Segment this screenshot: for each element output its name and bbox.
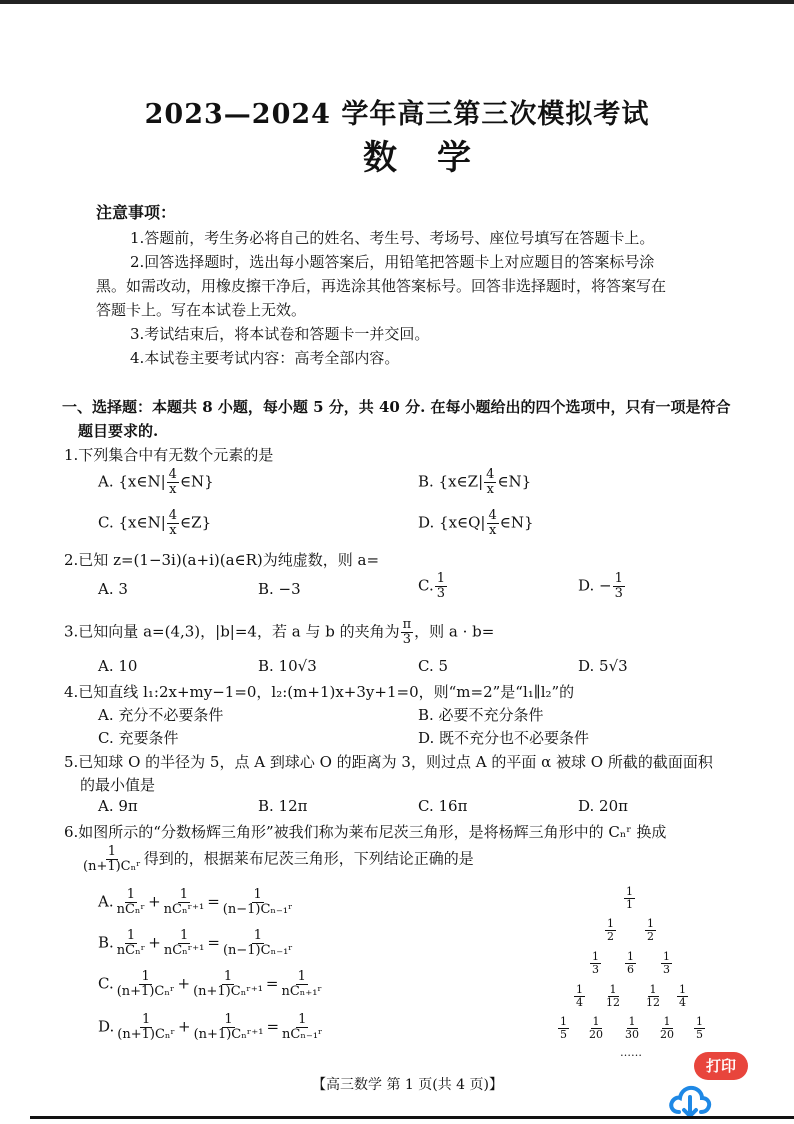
q4-option-c: C. 充要条件 xyxy=(98,729,179,747)
triangle-cell-r4-c4: $\frac{1}{4}$ xyxy=(679,983,686,1009)
q1-option-a: A. {x∈N| $\frac{4}{x}$ ∈N} xyxy=(98,467,214,497)
triangle-cell-r1-c1: $\frac{1}{1}$ xyxy=(626,885,633,911)
page-footer: 【高三数学 第 1 页(共 4 页)】 xyxy=(312,1077,503,1093)
exam-title: 2023—2024 学年高三第三次模拟考试 xyxy=(144,99,650,130)
triangle-cell-r5-c2: $\frac{1}{20}$ xyxy=(589,1015,603,1041)
triangle-cell-r2-c2: $\frac{1}{2}$ xyxy=(647,917,654,943)
q1-stem: 1.下列集合中有无数个元素的是 xyxy=(64,446,274,464)
triangle-cell-r4-c1: $\frac{1}{4}$ xyxy=(576,983,583,1009)
q1-option-d: D. {x∈Q| $\frac{4}{x}$ ∈N} xyxy=(418,508,534,538)
notice-line-2c: 答题卡上。写在本试卷上无效。 xyxy=(96,301,307,319)
q5-option-b: B. 12π xyxy=(258,797,308,815)
q6-option-d: D. $\frac{1}{\text{(n+1)Cₙʳ}}$ + $\frac{1}{\text{(n+1)Cₙʳ⁺¹}}$ = $\frac{1}{\text{nCₙ₋₁ʳ}}$ xyxy=(98,1012,323,1042)
q1-option-c: C. {x∈N| $\frac{4}{x}$ ∈Z} xyxy=(98,508,212,538)
q3-option-d: D. 5√3 xyxy=(578,657,628,675)
q4-option-d: D. 既不充分也不必要条件 xyxy=(418,729,590,747)
triangle-cell-r5-c5: $\frac{1}{5}$ xyxy=(696,1015,703,1041)
q3-option-b: B. 10√3 xyxy=(258,657,317,675)
notice-line-1: 1.答题前，考生务必将自己的姓名、考生号、考场号、座位号填写在答题卡上。 xyxy=(130,229,655,247)
q2-stem: 2.已知 z=(1−3i)(a+i)(a∈R)为纯虚数，则 a= xyxy=(64,551,380,569)
q6-stem-1: 6.如图所示的“分数杨辉三角形”被我们称为莱布尼茨三角形，是将杨辉三角形中的 Cₙʳ 换成 xyxy=(64,823,667,841)
print-button[interactable]: 打印 xyxy=(694,1052,748,1080)
notice-line-3: 3.考试结束后，将本试卷和答题卡一并交回。 xyxy=(130,325,430,343)
section-1-heading: 一、选择题：本题共 8 小题，每小题 5 分，共 40 分. 在每小题给出的四个选项中，只有一项是符合 xyxy=(62,398,731,416)
q6-option-b: B. $\frac{1}{\text{nCₙʳ}}$ + $\frac{1}{\text{nCₙʳ⁺¹}}$ = $\frac{1}{\text{(n−1)Cₙ₋₁ʳ}}$ xyxy=(98,928,293,958)
q2-option-a: A. 3 xyxy=(98,580,128,598)
q3-stem: 3.已知向量 a=(4,3)，|b|=4，若 a 与 b 的夹角为 $\frac{\pi}{3}$ ，则 a · b= xyxy=(64,617,495,647)
top-border xyxy=(0,0,794,4)
q5-stem-1: 5.已知球 O 的半径为 5，点 A 到球心 O 的距离为 3，则过点 A 的平面 α 被球 O 所截的截面面积 xyxy=(64,753,713,771)
section-1-heading-cont: 题目要求的. xyxy=(78,422,159,440)
q6-option-c: C. $\frac{1}{\text{(n+1)Cₙʳ}}$ + $\frac{1}{\text{(n+1)Cₙʳ⁺¹}}$ = $\frac{1}{\text{nCₙ₊₁ʳ}}$ xyxy=(98,969,323,999)
triangle-cell-r5-c1: $\frac{1}{5}$ xyxy=(560,1015,567,1041)
triangle-cell-r4-c2: $\frac{1}{12}$ xyxy=(606,983,620,1009)
q5-option-c: C. 16π xyxy=(418,797,468,815)
bottom-border xyxy=(30,1116,794,1119)
q4-option-b: B. 必要不充分条件 xyxy=(418,706,544,724)
triangle-cell-r5-c3: $\frac{1}{30}$ xyxy=(625,1015,639,1041)
triangle-cell-r5-c4: $\frac{1}{20}$ xyxy=(660,1015,674,1041)
triangle-ellipsis: …… xyxy=(620,1046,642,1059)
q2-option-d: D. − $\frac{1}{3}$ xyxy=(578,571,623,601)
q4-stem: 4.已知直线 l₁:2x+my−1=0，l₂:(m+1)x+3y+1=0，则“m=2”是“l₁∥l₂”的 xyxy=(64,683,575,701)
triangle-cell-r4-c3: $\frac{1}{12}$ xyxy=(646,983,660,1009)
q6-stem-2: $\frac{1}{\text{(n+1)Cₙʳ}}$ 得到的，根据莱布尼茨三角形，下列结论正确的是 xyxy=(83,844,474,874)
triangle-cell-r3-c2: $\frac{1}{6}$ xyxy=(627,950,634,976)
notice-line-2a: 2.回答选择题时，选出每小题答案后，用铅笔把答题卡上对应题目的答案标号涂 xyxy=(130,253,655,271)
triangle-cell-r2-c1: $\frac{1}{2}$ xyxy=(607,917,614,943)
q2-option-b: B. −3 xyxy=(258,580,301,598)
subject-title: 数学 xyxy=(363,138,511,178)
q5-option-d: D. 20π xyxy=(578,797,628,815)
q1-option-b: B. {x∈Z| $\frac{4}{x}$ ∈N} xyxy=(418,467,532,497)
q6-option-a: A. $\frac{1}{\text{nCₙʳ}}$ + $\frac{1}{\text{nCₙʳ⁺¹}}$ = $\frac{1}{\text{(n−1)Cₙ₋₁ʳ}}$ xyxy=(98,887,293,917)
q2-option-c: C. $\frac{1}{3}$ xyxy=(418,571,445,601)
triangle-cell-r3-c1: $\frac{1}{3}$ xyxy=(592,950,599,976)
cloud-download-icon xyxy=(667,1082,713,1120)
q3-option-a: A. 10 xyxy=(98,657,138,675)
download-button[interactable] xyxy=(667,1082,713,1120)
q4-option-a: A. 充分不必要条件 xyxy=(98,706,224,724)
q5-stem-2: 的最小值是 xyxy=(80,776,156,794)
q3-option-c: C. 5 xyxy=(418,657,449,675)
q5-option-a: A. 9π xyxy=(98,797,138,815)
notice-heading: 注意事项： xyxy=(96,203,177,222)
notice-line-2b: 黑。如需改动，用橡皮擦干净后，再选涂其他答案标号。回答非选择题时，将答案写在 xyxy=(96,277,667,295)
triangle-cell-r3-c3: $\frac{1}{3}$ xyxy=(663,950,670,976)
notice-line-4: 4.本试卷主要考试内容：高考全部内容。 xyxy=(130,349,400,367)
